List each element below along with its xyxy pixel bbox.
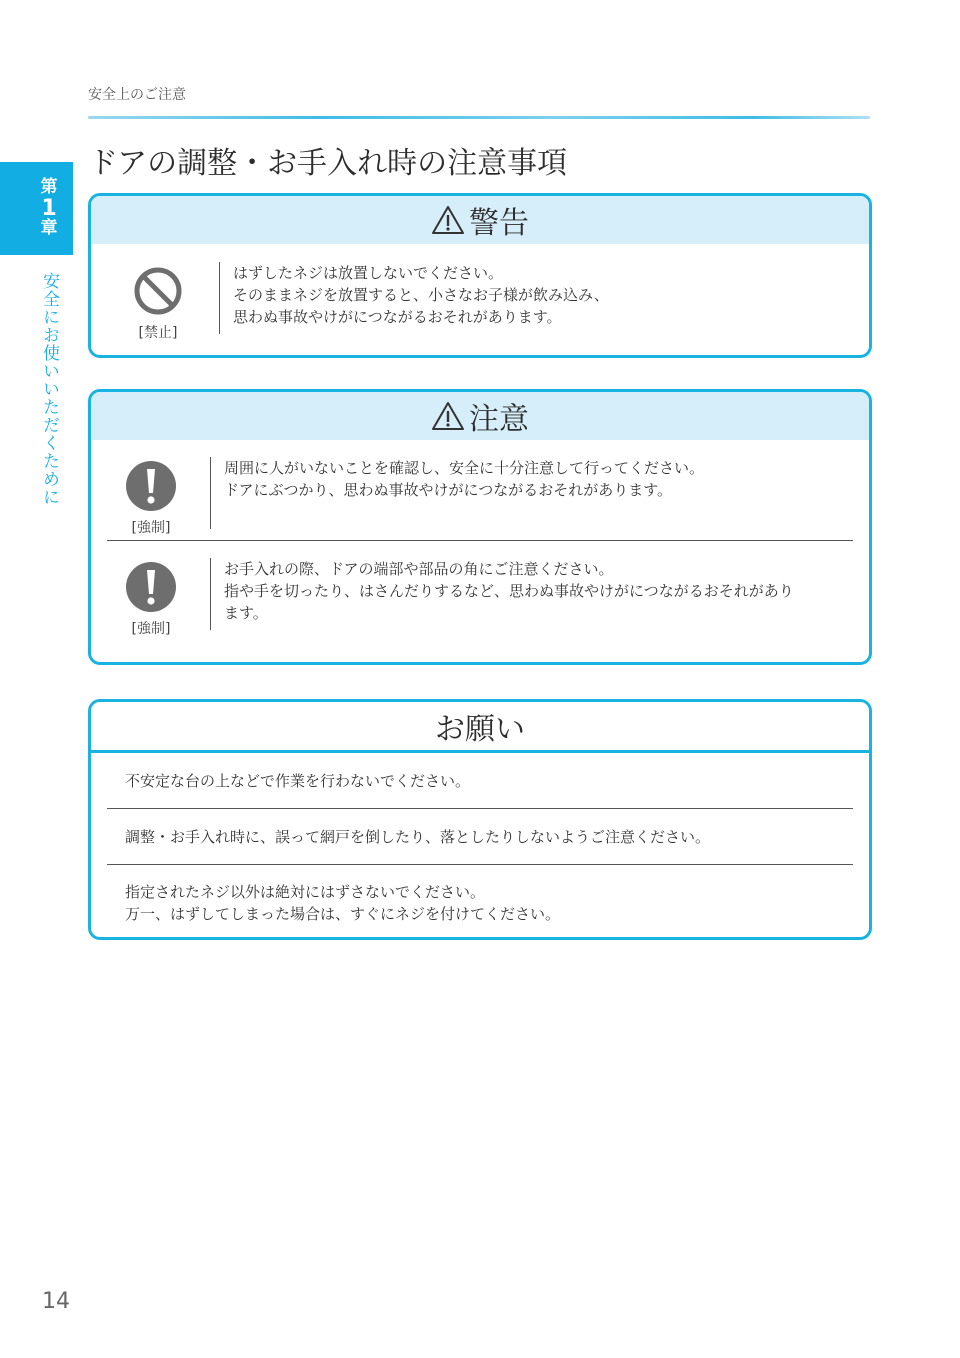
chapter-tab <box>0 162 73 255</box>
caution-item <box>91 440 869 540</box>
request-item <box>91 809 869 864</box>
warning-triangle-icon <box>431 204 465 236</box>
text-line: 指や手を切ったり、はさんだりするなど、思わぬ事故やけがにつながるおそれがあり <box>224 582 794 600</box>
caution-box <box>88 389 872 665</box>
prohibition-icon <box>133 266 183 316</box>
section-side-label: 安全にお使いいただくために <box>39 272 59 506</box>
page-title: ドアの調整・お手入れ時の注意事項 <box>88 146 568 181</box>
prohibition-label: [禁止] <box>138 325 178 341</box>
text-line: ドアにぶつかり、思わぬ事故やけがにつながるおそれがあります。 <box>224 481 673 499</box>
text-line: 思わぬ事故やけがにつながるおそれがあります。 <box>233 308 562 326</box>
mandatory-label: [強制] <box>131 520 171 536</box>
mandatory-exclamation-icon <box>126 461 176 511</box>
header-divider <box>88 116 870 119</box>
text-line: 周囲に人がいないことを確認し、安全に十分注意して行ってください。 <box>224 459 705 477</box>
mandatory-exclamation-icon <box>126 562 176 612</box>
chapter-tab-suffix: 章 <box>40 218 58 239</box>
text-line: 不安定な台の上などで作業を行わないでください。 <box>125 772 471 790</box>
warning-box-header <box>91 196 869 244</box>
request-box-header <box>91 702 869 753</box>
request-box-title: お願い <box>435 712 525 747</box>
warning-box <box>88 193 872 358</box>
warning-triangle-icon <box>431 400 465 432</box>
warning-item <box>91 244 869 341</box>
request-item <box>91 865 869 940</box>
caution-item-text <box>211 457 704 501</box>
caution-box-title: 注意 <box>469 402 529 437</box>
chapter-tab-prefix: 第 <box>40 177 58 198</box>
warning-box-title: 警告 <box>469 206 529 241</box>
page-number: 14 <box>42 1289 70 1314</box>
text-line: そのままネジを放置すると、小さなお子様が飲み込み、 <box>233 286 609 304</box>
caution-item-text <box>211 558 794 624</box>
warning-item-text <box>220 262 609 328</box>
text-line: お手入れの際、ドアの端部や部品の角にご注意ください。 <box>224 560 614 578</box>
caution-box-header <box>91 392 869 440</box>
text-line: 指定されたネジ以外は絶対にはずさないでください。 <box>125 883 486 901</box>
request-item <box>91 753 869 808</box>
caution-item <box>91 541 869 638</box>
text-line: 万一、はずしてしまった場合は、すぐにネジを付けてください。 <box>125 905 561 923</box>
text-line: はずしたネジは放置しないでください。 <box>233 264 504 282</box>
breadcrumb: 安全上のご注意 <box>88 87 186 103</box>
request-box <box>88 699 872 940</box>
text-line: ます。 <box>224 604 268 622</box>
mandatory-label: [強制] <box>131 621 171 637</box>
text-line: 調整・お手入れ時に、誤って網戸を倒したり、落としたりしないようご注意ください。 <box>125 828 711 846</box>
chapter-tab-number: 1 <box>41 195 57 221</box>
